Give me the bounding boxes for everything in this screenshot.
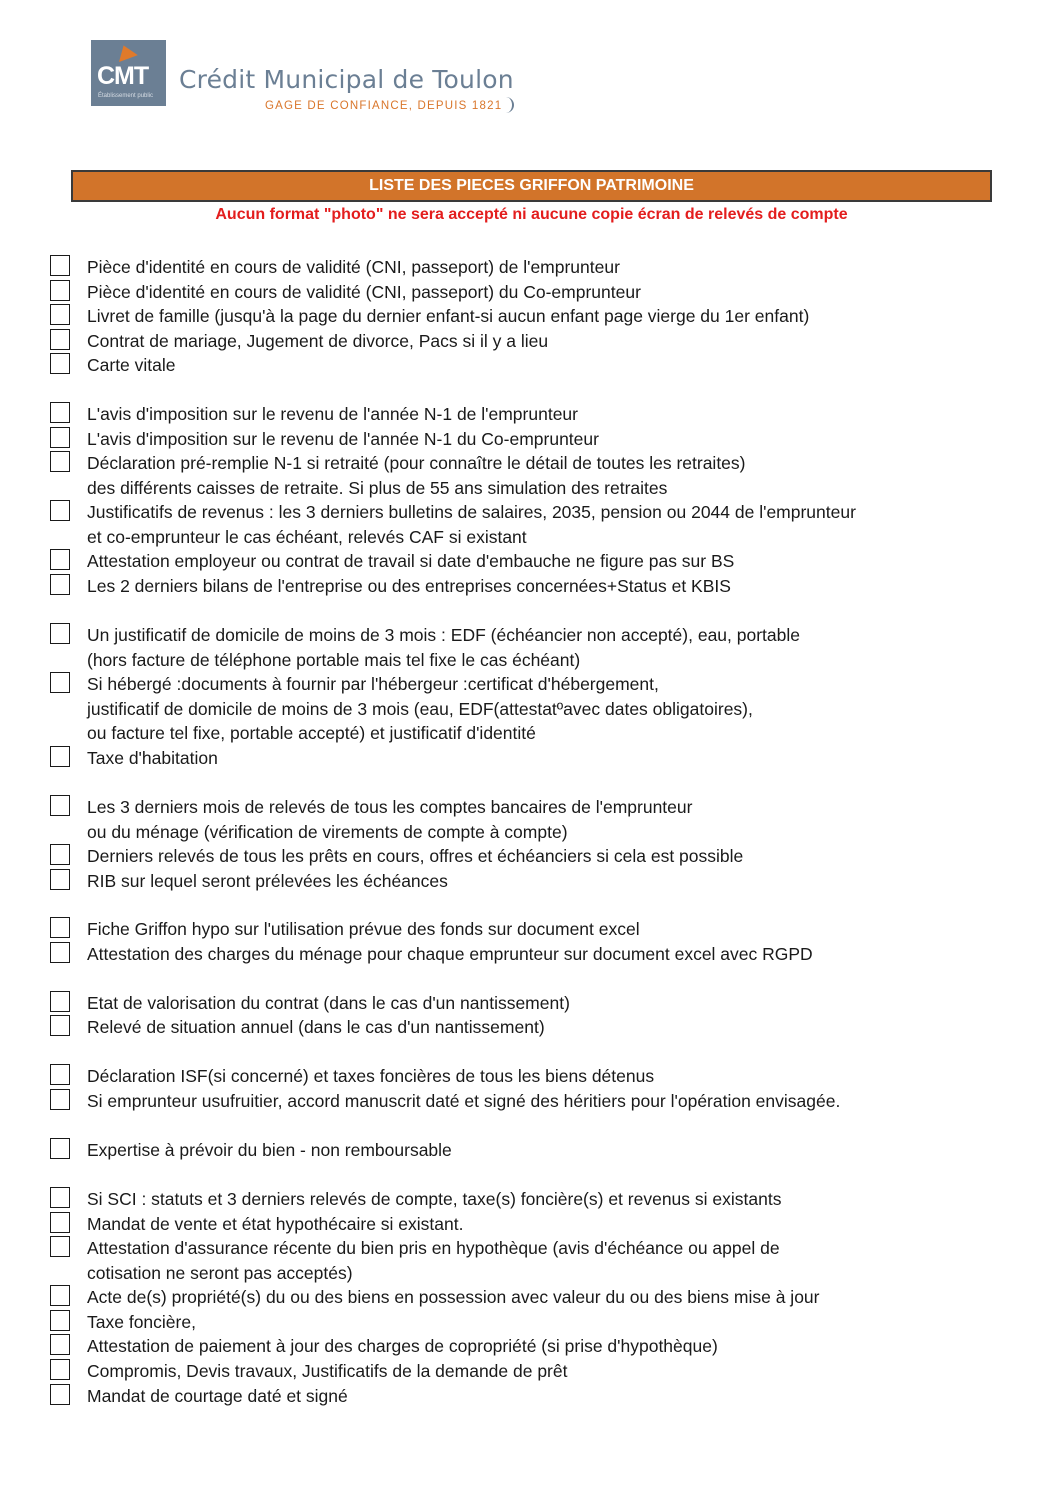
checklist-item bbox=[50, 1310, 196, 1335]
checklist-item bbox=[50, 1285, 820, 1310]
checklist-item-text: Si SCI : statuts et 3 derniers relevés de compte, taxe(s) foncière(s) et revenus si existants bbox=[87, 1189, 782, 1209]
checklist-item-text: Taxe d'habitation bbox=[87, 748, 218, 768]
checklist-item bbox=[50, 1334, 718, 1359]
checkbox[interactable] bbox=[50, 1015, 70, 1036]
checkbox[interactable] bbox=[50, 402, 70, 423]
checkbox[interactable] bbox=[50, 574, 70, 595]
checkbox[interactable] bbox=[50, 353, 70, 374]
checklist-item bbox=[50, 795, 692, 844]
checklist-item-text: Mandat de vente et état hypothécaire si existant. bbox=[87, 1214, 464, 1234]
checklist-item-text: Déclaration ISF(si concerné) et taxes foncières de tous les biens détenus bbox=[87, 1066, 655, 1086]
checklist-item bbox=[50, 1212, 463, 1237]
checkbox[interactable] bbox=[50, 329, 70, 350]
checkbox[interactable] bbox=[50, 427, 70, 448]
checklist-item-text: Compromis, Devis travaux, Justificatifs de la demande de prêt bbox=[87, 1361, 568, 1381]
checklist-item-text: Les 2 derniers bilans de l'entreprise ou des entreprises concernées+Status et KBIS bbox=[87, 576, 731, 596]
checklist-item-text: Relevé de situation annuel (dans le cas d'un nantissement) bbox=[87, 1017, 545, 1037]
warning-text: Aucun format "photo" ne sera accepté ni aucune copie écran de relevés de compte bbox=[215, 206, 848, 223]
checklist-item bbox=[50, 623, 800, 672]
checklist-item-text: Pièce d'identité en cours de validité (CNI, passeport) du Co-emprunteur bbox=[87, 282, 641, 302]
logo-abbr: CMT bbox=[97, 62, 149, 90]
checkbox[interactable] bbox=[50, 1089, 70, 1110]
checkbox[interactable] bbox=[50, 500, 70, 521]
checkbox[interactable] bbox=[50, 1310, 70, 1331]
checklist-item-text: L'avis d'imposition sur le revenu de l'année N-1 de l'emprunteur bbox=[87, 404, 578, 424]
title-bar bbox=[71, 170, 992, 202]
checklist-item-text: Attestation employeur ou contrat de travail si date d'embauche ne figure pas sur BS bbox=[87, 551, 735, 571]
checkbox[interactable] bbox=[50, 1212, 70, 1233]
checklist-item-text: justificatif de domicile de moins de 3 mois (eau, EDF(attestatºavec dates obligatoires), bbox=[87, 698, 753, 719]
checklist-item-text: Contrat de mariage, Jugement de divorce, Pacs si il y a lieu bbox=[87, 331, 549, 351]
checklist-item bbox=[50, 451, 746, 500]
checklist-item-text: cotisation ne seront pas acceptés) bbox=[87, 1262, 353, 1283]
bird-icon bbox=[114, 42, 138, 62]
checklist-item bbox=[50, 280, 641, 305]
checklist-item-text: des différents caisses de retraite. Si plus de 55 ans simulation des retraites bbox=[87, 477, 668, 498]
checkbox[interactable] bbox=[50, 795, 70, 816]
checklist-item-text: Expertise à prévoir du bien - non remboursable bbox=[87, 1140, 452, 1160]
checkbox[interactable] bbox=[50, 304, 70, 325]
checkbox[interactable] bbox=[50, 917, 70, 938]
checklist-item bbox=[50, 672, 753, 746]
logo-name: Crédit Municipal de Toulon bbox=[179, 65, 514, 94]
checklist-item bbox=[50, 869, 448, 894]
checklist-item bbox=[50, 746, 218, 771]
checklist-item bbox=[50, 1187, 781, 1212]
page-title: LISTE DES PIECES GRIFFON PATRIMOINE bbox=[369, 177, 694, 194]
checklist-item-text: ou facture tel fixe, portable accepté) et justificatif d'identité bbox=[87, 723, 536, 743]
checklist-item-text: ou du ménage (vérification de virements de compte à compte) bbox=[87, 821, 568, 842]
checklist-item-text: Livret de famille (jusqu'à la page du dernier enfant-si aucun enfant page vierge du 1er enfant) bbox=[87, 306, 810, 326]
checkbox[interactable] bbox=[50, 1236, 70, 1257]
checklist-item-text: Derniers relevés de tous les prêts en cours, offres et échéanciers si cela est possible bbox=[87, 846, 744, 866]
checkbox[interactable] bbox=[50, 672, 70, 693]
checklist-item bbox=[50, 991, 570, 1016]
checklist-item bbox=[50, 1236, 780, 1285]
checklist-item-text: Si emprunteur usufruitier, accord manuscrit daté et signé des héritiers pour l'opération envisagée. bbox=[87, 1091, 841, 1111]
checkbox[interactable] bbox=[50, 1285, 70, 1306]
checklist-item-text: Taxe foncière, bbox=[87, 1312, 196, 1332]
checklist-item-text: Justificatifs de revenus : les 3 derniers bulletins de salaires, 2035, pension ou 2044 de l'emprunteur bbox=[87, 502, 856, 522]
checklist-item-text: Attestation de paiement à jour des charges de copropriété (si prise d'hypothèque) bbox=[87, 1336, 718, 1356]
checklist-item bbox=[50, 353, 176, 378]
checklist-item bbox=[50, 574, 731, 599]
checklist-item-text: Fiche Griffon hypo sur l'utilisation prévue des fonds sur document excel bbox=[87, 919, 640, 939]
checklist-item bbox=[50, 1064, 654, 1089]
swoosh-icon bbox=[506, 97, 514, 113]
checkbox[interactable] bbox=[50, 844, 70, 865]
checklist-item bbox=[50, 917, 640, 942]
checkbox[interactable] bbox=[50, 869, 70, 890]
checkbox[interactable] bbox=[50, 451, 70, 472]
checkbox[interactable] bbox=[50, 549, 70, 570]
logo bbox=[91, 40, 514, 113]
checklist-item-text: et co-emprunteur le cas échéant, relevés CAF si existant bbox=[87, 526, 527, 547]
checklist-item-text: (hors facture de téléphone portable mais tel fixe le cas échéant) bbox=[87, 649, 581, 670]
checkbox[interactable] bbox=[50, 1138, 70, 1159]
checkbox[interactable] bbox=[50, 280, 70, 301]
checkbox[interactable] bbox=[50, 942, 70, 963]
checklist-item bbox=[50, 942, 813, 967]
checklist-item bbox=[50, 549, 734, 574]
checklist-item bbox=[50, 1384, 348, 1409]
checklist-item-text: Carte vitale bbox=[87, 355, 176, 375]
checklist-item-text: Déclaration pré-remplie N-1 si retraité (pour connaître le détail de toutes les retraites) bbox=[87, 453, 746, 473]
checkbox[interactable] bbox=[50, 991, 70, 1012]
checkbox[interactable] bbox=[50, 255, 70, 276]
logo-tagline: GAGE DE CONFIANCE, DEPUIS 1821 bbox=[265, 100, 503, 112]
checklist-item-text: Mandat de courtage daté et signé bbox=[87, 1386, 348, 1406]
checklist-item-text: Attestation d'assurance récente du bien pris en hypothèque (avis d'échéance ou appel de bbox=[87, 1238, 780, 1258]
checklist-item-text: Acte de(s) propriété(s) du ou des biens en possession avec valeur du ou des biens mise à jour bbox=[87, 1287, 820, 1307]
checkbox[interactable] bbox=[50, 1334, 70, 1355]
checklist-item bbox=[50, 304, 809, 329]
checklist-item bbox=[50, 1359, 567, 1384]
checklist-item bbox=[50, 844, 743, 869]
checklist-item-text: Pièce d'identité en cours de validité (CNI, passeport) de l'emprunteur bbox=[87, 257, 620, 277]
checklist-item-text: Attestation des charges du ménage pour chaque emprunteur sur document excel avec RGPD bbox=[87, 944, 813, 964]
checklist-item bbox=[50, 1138, 452, 1163]
checklist-item-text: L'avis d'imposition sur le revenu de l'année N-1 du Co-emprunteur bbox=[87, 429, 599, 449]
logo-mark bbox=[91, 40, 166, 106]
checklist-item bbox=[50, 402, 578, 427]
checkbox[interactable] bbox=[50, 1359, 70, 1380]
checklist-item-text: Etat de valorisation du contrat (dans le cas d'un nantissement) bbox=[87, 993, 570, 1013]
checklist-item bbox=[50, 427, 599, 452]
checklist-item bbox=[50, 255, 620, 280]
logo-sub: Établissement public bbox=[98, 93, 154, 99]
checkbox[interactable] bbox=[50, 1064, 70, 1085]
checklist-item-text: Les 3 derniers mois de relevés de tous les comptes bancaires de l'emprunteur bbox=[87, 797, 693, 817]
checkbox[interactable] bbox=[50, 746, 70, 767]
checkbox[interactable] bbox=[50, 1187, 70, 1208]
checklist-item-text: RIB sur lequel seront prélevées les échéances bbox=[87, 871, 448, 891]
checklist-item-text: Si hébergé :documents à fournir par l'hébergeur :certificat d'hébergement, bbox=[87, 674, 659, 694]
checklist-item bbox=[50, 500, 856, 549]
checkbox[interactable] bbox=[50, 623, 70, 644]
checklist-item bbox=[50, 1089, 840, 1114]
checkbox[interactable] bbox=[50, 1384, 70, 1405]
checklist-item-text: Un justificatif de domicile de moins de 3 mois : EDF (échéancier non accepté), eau, portable bbox=[87, 625, 800, 645]
checklist-item bbox=[50, 1015, 545, 1040]
checklist-item bbox=[50, 329, 548, 354]
